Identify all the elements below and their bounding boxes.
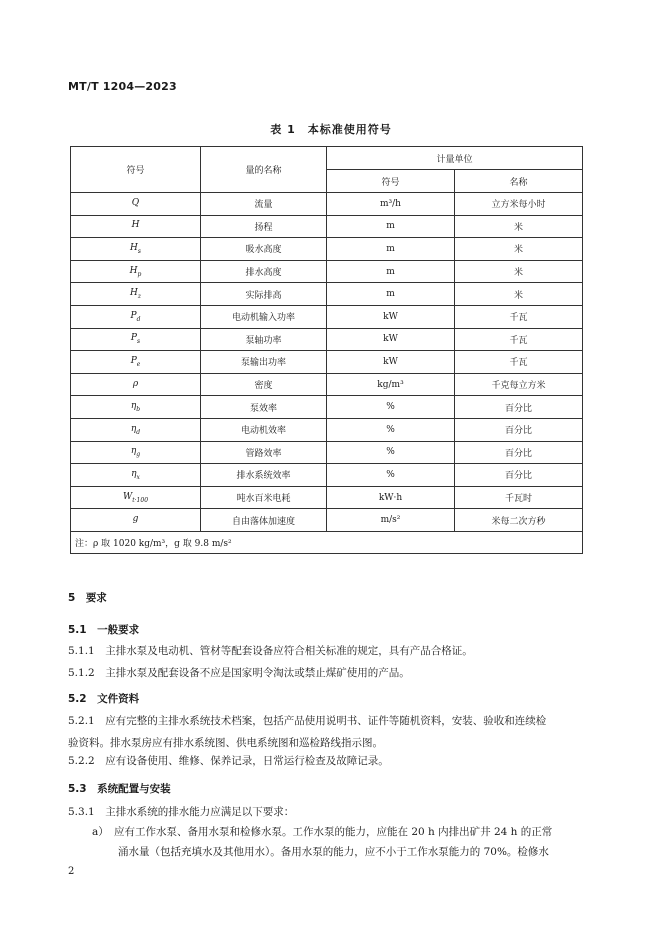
col-header-name: 量的名称 [201, 147, 327, 193]
clause-5-2-1-line2: 验资料。排水泵房应有排水系统图、供电系统图和巡检路线指示图。 [68, 737, 383, 749]
unit-name-cell: 米 [455, 215, 583, 238]
quantity-name-cell: 泵输出功率 [201, 351, 327, 374]
symbol-cell: $H_p$ [71, 260, 201, 283]
unit-name-cell: 米 [455, 260, 583, 283]
item-a-line2: 涌水量（包括充填水及其他用水）。备用水泵的能力，应不小于工作水泵能力的 70%。检修水 [118, 846, 549, 858]
unit-symbol-cell: m [327, 238, 455, 261]
symbol-cell: $P_s$ [71, 328, 201, 351]
unit-symbol-cell: % [327, 464, 455, 487]
unit-name-cell: 百分比 [455, 418, 583, 441]
unit-symbol-cell: m [327, 283, 455, 306]
unit-symbol-cell: kW·h [327, 486, 455, 509]
table-row [71, 351, 583, 374]
table-row [71, 193, 583, 216]
unit-symbol-cell: m [327, 215, 455, 238]
symbol-cell: $P_e$ [71, 351, 201, 374]
unit-name-cell: 米 [455, 283, 583, 306]
clause-5-2-2: 5.2.2 应有设备使用、维修、保养记录，日常运行检查及故障记录。 [68, 755, 389, 767]
table-row [71, 238, 583, 261]
col-header-unit-group: 计量单位 [327, 147, 583, 170]
table-row [71, 464, 583, 487]
symbol-cell: ρ [71, 373, 201, 396]
unit-name-cell: 千瓦 [455, 328, 583, 351]
table-row [71, 486, 583, 509]
quantity-name-cell: 实际排高 [201, 283, 327, 306]
table-title: 表 1 本标准使用符号 [270, 123, 392, 136]
symbol-cell: $\eta_x$ [71, 464, 201, 487]
quantity-name-cell: 泵效率 [201, 396, 327, 419]
unit-symbol-cell: kg/m³ [327, 373, 455, 396]
section-5-1-heading: 5.1 一般要求 [68, 624, 140, 636]
unit-name-cell: 千瓦 [455, 351, 583, 374]
unit-symbol-cell: % [327, 441, 455, 464]
symbol-cell: H [71, 215, 201, 238]
unit-name-cell: 百分比 [455, 396, 583, 419]
unit-symbol-cell: m [327, 260, 455, 283]
table-row [71, 509, 583, 532]
table-row [71, 373, 583, 396]
quantity-name-cell: 吸水高度 [201, 238, 327, 261]
section-5-heading: 5 要求 [68, 592, 107, 604]
standard-code: MT/T 1204—2023 [68, 80, 177, 93]
quantity-name-cell: 密度 [201, 373, 327, 396]
symbol-cell: Q [71, 193, 201, 216]
unit-name-cell: 百分比 [455, 441, 583, 464]
unit-symbol-cell: kW [327, 351, 455, 374]
col-header-unit-symbol: 符号 [327, 170, 455, 193]
table-row [71, 283, 583, 306]
unit-symbol-cell: kW [327, 328, 455, 351]
section-5-3-heading: 5.3 系统配置与安装 [68, 783, 171, 795]
section-5-2-heading: 5.2 文件资料 [68, 693, 140, 705]
quantity-name-cell: 排水系统效率 [201, 464, 327, 487]
clause-5-1-2: 5.1.2 主排水泵及配套设备不应是国家明令淘汰或禁止煤矿使用的产品。 [68, 667, 410, 679]
symbols-table [70, 146, 583, 554]
unit-name-cell: 立方米每小时 [455, 193, 583, 216]
quantity-name-cell: 电动机效率 [201, 418, 327, 441]
symbol-cell: g [71, 509, 201, 532]
unit-symbol-cell: m³/h [327, 193, 455, 216]
unit-symbol-cell: m/s² [327, 509, 455, 532]
unit-symbol-cell: % [327, 418, 455, 441]
unit-name-cell: 千瓦 [455, 305, 583, 328]
col-header-unit-name: 名称 [455, 170, 583, 193]
table-note: 注：ρ 取 1020 kg/m³，g 取 9.8 m/s² [71, 531, 583, 553]
clause-5-3-1: 5.3.1 主排水系统的排水能力应满足以下要求： [68, 806, 295, 818]
symbol-cell: $H_s$ [71, 238, 201, 261]
unit-name-cell: 米 [455, 238, 583, 261]
unit-name-cell: 千瓦时 [455, 486, 583, 509]
quantity-name-cell: 电动机输入功率 [201, 305, 327, 328]
table-row [71, 396, 583, 419]
symbol-cell: $W_{t\cdot 100}$ [71, 486, 201, 509]
unit-name-cell: 千克每立方米 [455, 373, 583, 396]
symbol-cell: $\eta_g$ [71, 441, 201, 464]
clause-5-2-1-line1: 5.2.1 应有完整的主排水系统技术档案，包括产品使用说明书、证件等随机资料，安装、验收和连续检 [68, 715, 547, 727]
quantity-name-cell: 自由落体加速度 [201, 509, 327, 532]
page-number: 2 [68, 866, 75, 877]
table-row [71, 418, 583, 441]
table-row [71, 215, 583, 238]
quantity-name-cell: 排水高度 [201, 260, 327, 283]
unit-name-cell: 百分比 [455, 464, 583, 487]
quantity-name-cell: 泵轴功率 [201, 328, 327, 351]
symbol-cell: $P_d$ [71, 305, 201, 328]
table-row [71, 328, 583, 351]
quantity-name-cell: 管路效率 [201, 441, 327, 464]
quantity-name-cell: 扬程 [201, 215, 327, 238]
quantity-name-cell: 吨水百米电耗 [201, 486, 327, 509]
clause-5-1-1: 5.1.1 主排水泵及电动机、管材等配套设备应符合相关标准的规定，具有产品合格证。 [68, 645, 473, 657]
quantity-name-cell: 流量 [201, 193, 327, 216]
col-header-symbol: 符号 [71, 147, 201, 193]
unit-name-cell: 米每二次方秒 [455, 509, 583, 532]
item-a-line1: a） 应有工作水泵、备用水泵和检修水泵。工作水泵的能力，应能在 20 h 内排出矿井 24 h 的正常 [92, 826, 553, 838]
table-row [71, 260, 583, 283]
symbol-cell: $\eta_b$ [71, 396, 201, 419]
table-row [71, 441, 583, 464]
symbol-cell: $H_z$ [71, 283, 201, 306]
unit-symbol-cell: kW [327, 305, 455, 328]
table-row [71, 305, 583, 328]
symbol-cell: $\eta_d$ [71, 418, 201, 441]
unit-symbol-cell: % [327, 396, 455, 419]
